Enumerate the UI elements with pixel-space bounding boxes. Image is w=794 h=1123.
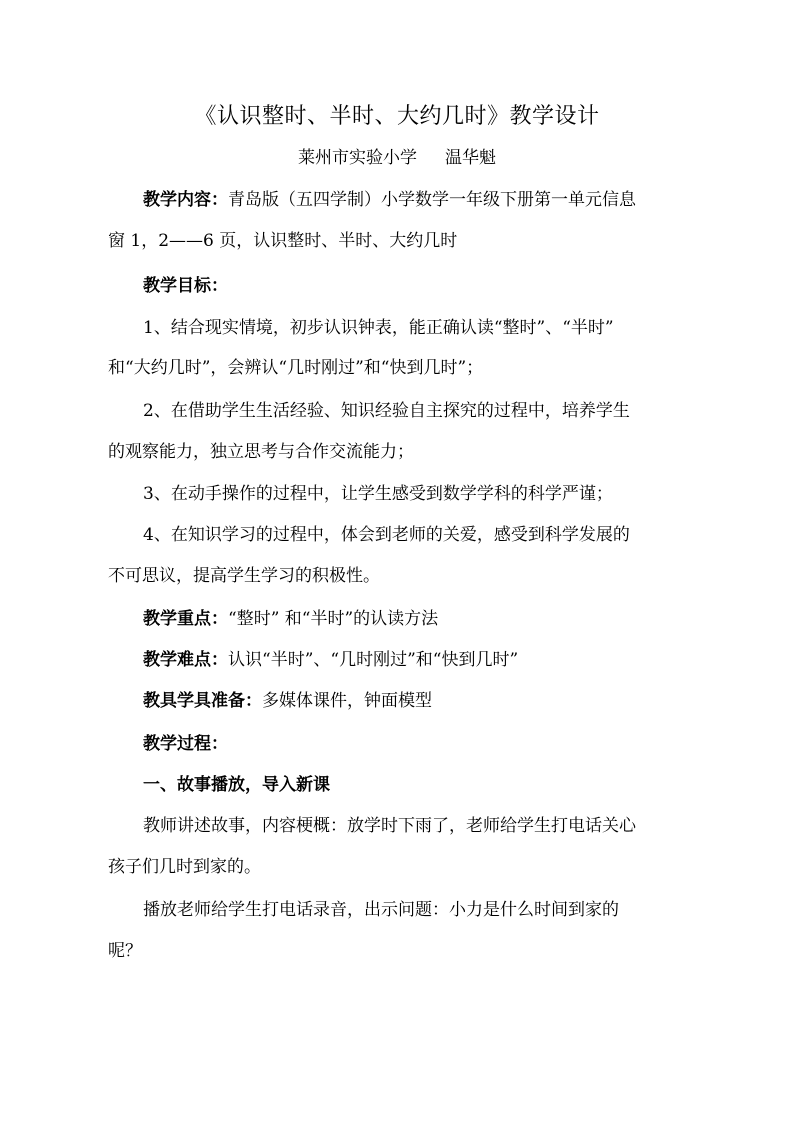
- objective-4-line-2: 不可思议，提高学生学习的积极性。: [108, 566, 380, 586]
- content-line-1: [143, 187, 694, 213]
- difficulty-text: 认识“半时”、“几时刚过”和“快到几时”: [228, 650, 519, 670]
- difficulty-line: [143, 647, 694, 673]
- objective-1-line-1: 1、结合现实情境，初步认识钟表，能正确认读“整时”、“半时”: [143, 318, 614, 338]
- key-point-label: 教学重点：: [143, 609, 228, 629]
- section-1-heading: 一、故事播放，导入新课: [143, 775, 330, 795]
- difficulty-label: 教学难点：: [143, 650, 228, 670]
- content-label: 教学内容：: [143, 190, 228, 210]
- author-line: [0, 145, 794, 171]
- key-point-text: “整时” 和“半时”的认读方法: [228, 609, 439, 629]
- objective-1-line-2: 和“大约几时”，会辨认“几时刚过”和“快到几时”；: [108, 358, 484, 378]
- process-heading: 教学过程：: [143, 734, 228, 754]
- document-title: 《认识整时、半时、大约几时》教学设计: [194, 104, 600, 129]
- materials-label: 教具学具准备：: [143, 691, 262, 711]
- objective-2-line-2: 的观察能力，独立思考与合作交流能力；: [108, 442, 414, 462]
- author-name: 温华魁: [445, 148, 496, 168]
- objective-3-line-1: 3、在动手操作的过程中，让学生感受到数学学科的科学严谨；: [143, 484, 613, 504]
- objective-2-line-1: 2、在借助学生生活经验、知识经验自主探究的过程中，培养学生: [143, 401, 630, 421]
- para-2-line-2: 呢？: [108, 941, 142, 961]
- materials-line: [143, 688, 694, 714]
- key-point-line: [143, 606, 694, 632]
- content-line-2: 窗 1，2——6 页，认识整时、半时、大约几时: [108, 231, 458, 251]
- materials-text: 多媒体课件，钟面模型: [262, 691, 432, 711]
- para-1-line-2: 孩子们几时到家的。: [108, 857, 261, 877]
- author-school: 莱州市实验小学: [298, 148, 417, 168]
- objectives-heading: 教学目标：: [143, 276, 228, 296]
- para-2-line-1: 播放老师给学生打电话录音，出示问题：小力是什么时间到家的: [143, 900, 619, 920]
- content-text-1: 青岛版（五四学制）小学数学一年级下册第一单元信息: [228, 190, 636, 210]
- para-1-line-1: 教师讲述故事，内容梗概：放学时下雨了，老师给学生打电话关心: [143, 816, 636, 836]
- objective-4-line-1: 4、在知识学习的过程中，体会到老师的关爱，感受到科学发展的: [143, 525, 630, 545]
